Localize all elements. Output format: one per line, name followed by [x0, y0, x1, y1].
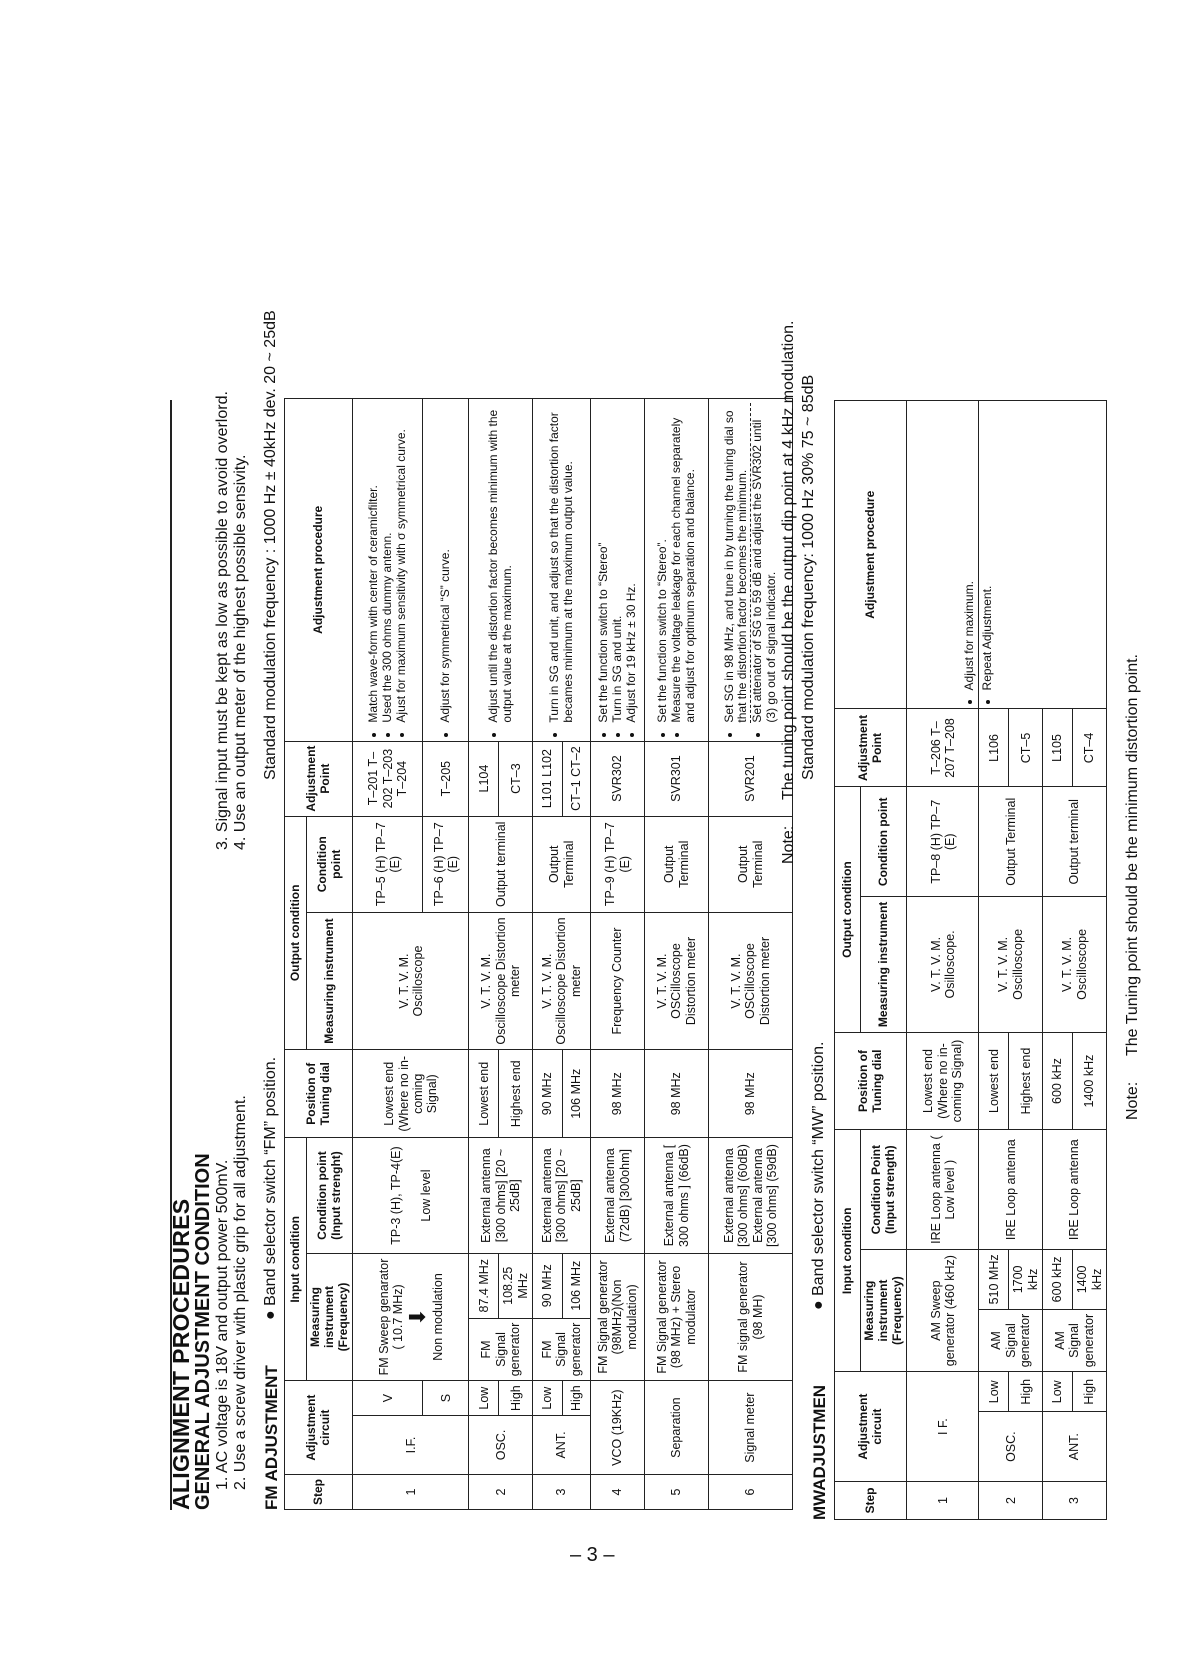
mw-r3-high: High [1073, 1372, 1107, 1412]
mw-r2-proc [979, 401, 1107, 709]
fm-r1-proc1-b: • Used the 300 ohms dummy antenn. [381, 403, 395, 723]
mw-band-note: ● Band selector switch “MW” position. [810, 1041, 827, 1310]
mw-header-procedure: Adjustment procedure [835, 401, 907, 709]
mw-r3-generator: AM Signal generator [1043, 1309, 1107, 1372]
table-row [907, 401, 979, 1520]
fm-r3-f-low: 90 MHz [533, 1253, 563, 1318]
fm-header-output-condition: Output condition [285, 816, 307, 1050]
mw-modulation-note: Standard modulation frequency: 1000 Hz 30% 75 ~ 85dB [800, 374, 817, 780]
fm-header-adjustment-point: Adjustment Point [285, 741, 353, 816]
fm-r3-f-high: 106 MHz [563, 1253, 591, 1318]
condition-2: 2. Use a screw driver with plastic grip for all adjustment. [232, 1095, 249, 1490]
fm-r5-proc-a: • Set the function switch to “Stereo”. [656, 403, 670, 723]
fm-note-text: The tuning point should be the output dip point at 4 kHz modulation. [780, 320, 797, 800]
fm-adjustment-table [284, 398, 793, 1510]
fm-r3-generator: FM Signal generator [533, 1318, 591, 1381]
fm-r4-proc [591, 399, 645, 742]
mw-r1-output-meas: V. T. V. M. Osilloscope. [907, 897, 979, 1033]
mw-note-text: The Tuning point should be the minimum distortion point. [1124, 653, 1141, 1056]
mw-r3-adj-low: L105 [1043, 709, 1073, 787]
fm-r4-measuring: FM Signal generator (98MHz)(Non modulation) [591, 1253, 645, 1381]
page-subtitle: GENERAL ADJUSTMENT CONDITION [192, 1153, 214, 1510]
fm-r1-tuning: Lowest end (Where no in-coming Signal) [353, 1050, 469, 1138]
mw-r1-condition-in: IRE Loop antenna ( Low level ) [907, 1130, 979, 1250]
fm-r3-t-low: 90 MHz [533, 1050, 563, 1138]
fm-r1-proc1 [353, 399, 423, 742]
fm-r1-step: 1 [353, 1474, 469, 1509]
mw-r2-f-high: 1700 kHz [1009, 1249, 1043, 1309]
mw-r3-condition-in: IRE Loop antenna [1043, 1130, 1107, 1250]
fm-r5-output-meas: V. T. V. M. OSCilloscope Distortion meter [645, 912, 709, 1049]
fm-header-input-condition: Input condition [285, 1138, 307, 1381]
fm-r2-t-high: Highest end [499, 1050, 533, 1138]
fm-modulation-note: Standard modulation frequency : 1000 Hz ± 40kHz dev. 20 ~ 25dB [262, 310, 279, 780]
mw-r1-adj: T–206 T–207 T–208 [907, 709, 979, 787]
fm-r2-high: High [499, 1381, 533, 1416]
condition-4: 4. Use an output meter of the highest possible sensivity. [232, 454, 249, 850]
table-row [469, 399, 499, 1510]
fm-r4-proc-a: • Set the function switch to “Stereo” [597, 403, 611, 723]
fm-r1-adj2: T–205 [423, 741, 469, 816]
fm-r3-condition-in: External antenna [300 ohms] [20 ~ 25dB] [533, 1138, 591, 1253]
fm-r3-circuit: ANT. [533, 1415, 591, 1474]
mw-r2-adj-low: L106 [979, 709, 1009, 787]
fm-r3-proc-a: • Turn in SG and unit, and adjust so that the distortion factor becames minimum at the maximum output value. [548, 403, 576, 723]
mw-r2-proc-a: • Repeat Adjustment. [981, 405, 995, 690]
mw-r2-condition-in: IRE Loop antenna [979, 1130, 1043, 1250]
fm-r2-adj-low: L104 [469, 741, 499, 816]
page-number: – 3 – [570, 1544, 615, 1566]
mw-r3-f-low: 600 kHz [1043, 1249, 1073, 1309]
mw-r1-tuning: Lowest end (Where no in-coming Signal) [907, 1032, 979, 1130]
fm-r1-output-meas: V. T. V. M. Oscilloscope [353, 912, 469, 1049]
fm-header-measuring-out: Measuring instrument [307, 912, 353, 1049]
fm-r4-output-cond: TP–9 (H) TP–7 (E) [591, 816, 645, 912]
fm-band-note: ● Band selector switch “FM” position. [262, 1056, 279, 1320]
mw-header-measuring-out: Measuring instrument [861, 897, 907, 1033]
table-row [645, 399, 709, 1510]
mw-header-circuit: Adjustment circuit [835, 1372, 907, 1482]
mw-r3-step: 3 [1043, 1482, 1107, 1520]
fm-r5-measuring: FM Signal generator (98 MHz) + Stereo modulator [645, 1253, 709, 1381]
fm-r2-circuit: OSC. [469, 1415, 533, 1474]
fm-r2-condition-in: External antenna [300 ohms] [20 ~ 25dB] [469, 1138, 533, 1253]
fm-r2-f-low: 87.4 MHz [469, 1253, 499, 1318]
mw-note-label: Note: [1124, 1081, 1141, 1120]
mw-r2-step: 2 [979, 1482, 1043, 1520]
fm-r6-tuning: 98 MHz [709, 1050, 793, 1138]
title-rule [170, 400, 172, 1510]
mw-r1-output-cond: TP–8 (H) TP–7 (E) [907, 787, 979, 897]
fm-r1-sub-v: V [353, 1381, 423, 1416]
fm-r1-nonmod: Non modulation [430, 1273, 445, 1361]
mw-r1-proc-a: • Adjust for maximum. [963, 405, 977, 690]
fm-r1-condition-in [353, 1138, 469, 1253]
fm-r5-output-cond: Output Terminal [645, 816, 709, 912]
page-title: ALIGNMENT PROCEDURES [168, 1198, 194, 1510]
fm-r4-condition-in: External antenna (72dB) [300ohm] [591, 1138, 645, 1253]
fm-header-procedure: Adjustment procedure [285, 399, 353, 742]
fm-r4-proc-b: • Turn in SG and unit. [611, 403, 625, 723]
mw-header-condition-out: Condition point [861, 787, 907, 897]
fm-r2-step: 2 [469, 1474, 533, 1509]
fm-r2-f-high: 108.25 MHz [499, 1253, 533, 1318]
fm-r5-proc [645, 399, 709, 742]
fm-r1-cond-tp: TP-3 (H), TP-4(E) [388, 1146, 403, 1245]
mw-header-condition-in: Condition Point (Input strength) [861, 1130, 907, 1250]
fm-r4-step: 4 [591, 1474, 645, 1509]
mw-r3-output-cond: Output terminal [1043, 787, 1107, 897]
fm-r4-adj: SVR302 [591, 741, 645, 816]
mw-section-title: MWADJUSTMEN [810, 1384, 829, 1520]
mw-header-measuring: Measuring instrument (Frequency) [861, 1249, 907, 1371]
mw-r2-output-cond: Output Terminal [979, 787, 1043, 897]
arrow-down-icon: ⬇ [405, 1307, 431, 1327]
fm-r1-sub-s: S [423, 1381, 469, 1416]
mw-r3-adj-high: CT–4 [1073, 709, 1107, 787]
mw-adjustment-table [834, 400, 1107, 1520]
fm-r6-adj: SVR201 [709, 741, 793, 816]
fm-r4-output-meas: Frequency Counter [591, 912, 645, 1049]
fm-r6-step: 6 [709, 1474, 793, 1509]
mw-r2-f-low: 510 MHz [979, 1249, 1009, 1309]
fm-r5-step: 5 [645, 1474, 709, 1509]
mw-r2-t-low: Lowest end [979, 1032, 1009, 1130]
fm-r1-proc2 [423, 399, 469, 742]
fm-header-step: Step [285, 1474, 353, 1509]
table-row [533, 399, 563, 1510]
fm-r6-proc-a: • Set SG in 98 MHz, and tune in by turning the tuning dial so that the distortion factor becomes the minimum. [723, 403, 751, 723]
table-row [353, 399, 423, 1510]
fm-r3-adj-low: L101 L102 [533, 741, 563, 816]
mw-r3-circuit: ANT. [1043, 1412, 1107, 1482]
fm-r3-step: 3 [533, 1474, 591, 1509]
mw-r2-high: High [1009, 1372, 1043, 1412]
fm-r2-generator: FM Signal generator [469, 1318, 533, 1381]
fm-r3-t-high: 106 MHz [563, 1050, 591, 1138]
fm-header-measuring: Measuring instrument (Frequency) [307, 1253, 353, 1381]
mw-r2-adj-high: CT–5 [1009, 709, 1043, 787]
fm-note-label: Note: [780, 825, 797, 864]
fm-header-condition-in: Condition point (Input strenght) [307, 1138, 353, 1253]
fm-r2-output-meas: V. T. V. M. Oscilloscope Distortion meter [469, 912, 533, 1049]
fm-r3-adj-high: CT–1 CT–2 [563, 741, 591, 816]
mw-header-step: Step [835, 1482, 907, 1520]
fm-header-circuit: Adjustment circuit [285, 1381, 353, 1475]
fm-r1-proc1-a: • Match wave-form with center of ceramicfilter. [367, 403, 381, 723]
fm-r2-t-low: Lowest end [469, 1050, 499, 1138]
fm-header-tuning: Position of Tuning dial [285, 1050, 353, 1138]
mw-r2-low: Low [979, 1372, 1009, 1412]
mw-r3-low: Low [1043, 1372, 1073, 1412]
condition-3: 3. Signal input must be kept as low as possible to avoid overlord. [214, 391, 231, 850]
fm-r2-adj-high: CT–3 [499, 741, 533, 816]
mw-r3-t-high: 1400 kHz [1073, 1032, 1107, 1130]
fm-r4-tuning: 98 MHz [591, 1050, 645, 1138]
fm-r1-proc1-c: • Ajust for maximum sensitivity with σ symmetrical curve. [395, 403, 409, 723]
fm-r3-output-cond: Output Terminal [533, 816, 591, 912]
fm-r1-output-cond1: TP–5 (H) TP–7 (E) [353, 816, 423, 912]
mw-header-adjustment-point: Adjustment Point [835, 709, 907, 787]
fm-r6-condition-in: External antenna [300 ohms] (60dB) External antenna [300 ohms] (59dB) [709, 1138, 793, 1253]
fm-r2-proc-a: • Adjust until the distortion factor becomes minimum with the output value at the maximum. [487, 403, 515, 723]
fm-r4-circuit: VCO (19KHz) [591, 1381, 645, 1475]
fm-r5-circuit: Separation [645, 1381, 709, 1475]
mw-header-output-condition: Output condition [835, 787, 861, 1032]
fm-r5-adj: SVR301 [645, 741, 709, 816]
fm-r1-measuring [353, 1253, 469, 1381]
mw-r2-t-high: Highest end [1009, 1032, 1043, 1130]
mw-header-input-condition: Input condition [835, 1130, 861, 1372]
mw-r1-step: 1 [907, 1482, 979, 1520]
fm-r2-output-cond: Output terminal [469, 816, 533, 912]
fm-r6-circuit: Signal meter [709, 1381, 793, 1475]
fm-r2-proc [469, 399, 533, 742]
mw-r3-f-high: 1400 kHz [1073, 1249, 1107, 1309]
fm-r3-proc [533, 399, 591, 742]
fm-r1-circuit: I.F. [353, 1415, 469, 1474]
condition-1: 1. AC voltage is 18V and output power 500mV. [214, 1159, 231, 1490]
fm-r1-adj1: T–201 T–202 T–203 T–204 [353, 741, 423, 816]
mw-r3-t-low: 600 kHz [1043, 1032, 1073, 1130]
mw-r2-circuit: OSC. [979, 1412, 1043, 1482]
fm-r5-proc-b: • Measure the voltage leakage for each channel separately and adjust for optimum separation and balance. [670, 403, 698, 723]
mw-r3-output-meas: V. T. V. M. Oscilloscope [1043, 897, 1107, 1033]
fm-r1-cond-level: Low level [418, 1169, 433, 1222]
fm-header-condition-out: Condition point [307, 816, 353, 912]
fm-r5-tuning: 98 MHz [645, 1050, 709, 1138]
fm-r6-output-cond: Output Terminal [709, 816, 793, 912]
mw-r1-circuit: I F. [907, 1372, 979, 1482]
fm-r5-condition-in: External antenna [ 300 ohms ] (66dB) [645, 1138, 709, 1253]
fm-r4-proc-c: • Adjust for 19 kHz ± 30 Hz. [625, 403, 639, 723]
fm-r6-output-meas: V. T. V. M. OSCilloscope Distortion meter [709, 912, 793, 1049]
table-row [591, 399, 645, 1510]
mw-r2-generator: AM Signal generator [979, 1309, 1043, 1372]
mw-r1-measuring: AM Sweep generator (460 kHz) [907, 1249, 979, 1371]
fm-r2-low: Low [469, 1381, 499, 1416]
mw-header-tuning: Position of Tuning dial [835, 1032, 907, 1130]
mw-r1-proc [907, 401, 979, 709]
mw-r2-output-meas: V. T. V. M. Oscilloscope [979, 897, 1043, 1033]
fm-r6-measuring: FM signal generator (98 MH) [709, 1253, 793, 1381]
fm-r1-output-cond2: TP–6 (H) TP–7 (E) [423, 816, 469, 912]
fm-r3-high: High [563, 1381, 591, 1416]
table-row [979, 401, 1009, 1520]
fm-r3-low: Low [533, 1381, 563, 1416]
fm-r6-proc-b: • Set attenator of SG to 59 dB and adjust the SVR302 until (3) go out of signal indicator. [750, 403, 779, 723]
fm-r1-generator: FM Sweep genarator ( 10.7 MHz) [376, 1258, 406, 1376]
fm-section-title: FM ADJUSTMENT [262, 1365, 281, 1510]
fm-r3-output-meas: V. T. V. M. Oscilloscope Distortion meter [533, 912, 591, 1049]
fm-r1-proc2-a: • Adjust for symmetrical “S” curve. [439, 403, 453, 723]
